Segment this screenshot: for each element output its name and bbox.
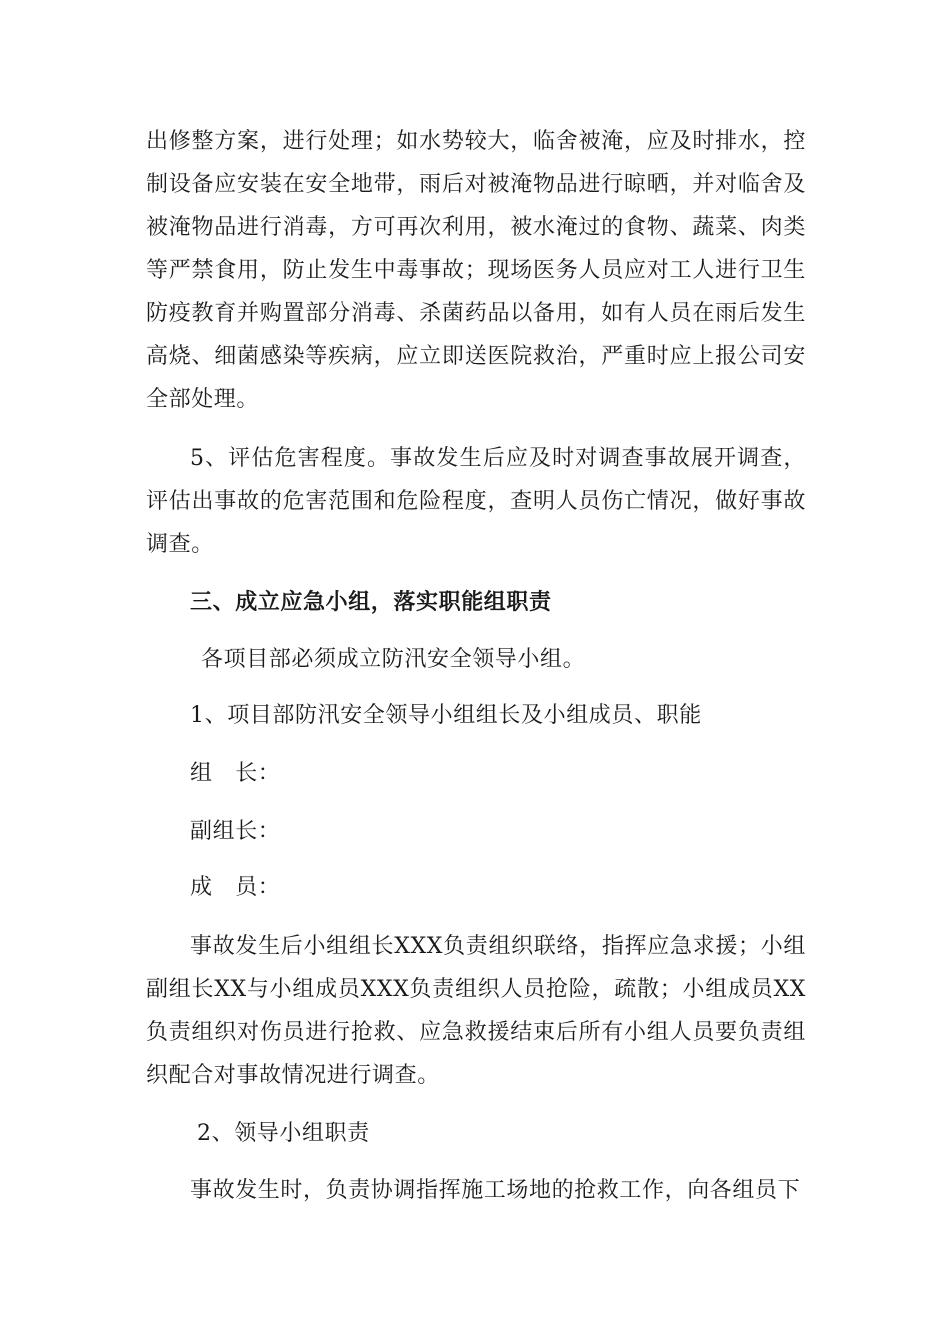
- paragraph-establish-group: 各项目部必须成立防汛安全领导小组。: [201, 647, 586, 672]
- section-heading-3: 三、成立应急小组，落实职能组职责: [190, 589, 552, 615]
- paragraph-assess-hazard: 5、评估危害程度。事故发生后应及时对调查事故展开调查，评估出事故的危害范围和危险程度，查明人员伤亡情况，做好事故调查。: [146, 446, 806, 557]
- paragraph-flood-handling: 出修整方案，进行处理；如水势较大，临舍被淹，应及时排水，控制设备应安装在安全地带，雨后对被淹物品进行晾晒，并对临舍及被淹物品进行消毒，方可再次利用，被水淹过的食物、蔬菜、肉类等严禁食用，防止发生中毒事故；现场医务人员应对工人进行卫生防疫教育并购置部分消毒、杀菌药品以备用，如有人员在雨后发生高烧、细菌感染等疾病，应立即送医院救治，严重时应上报公司安全部处理。: [146, 129, 806, 412]
- paragraph-duties-assignment: 事故发生后小组组长XXX负责组织联络，指挥应急求援；小组副组长XX与小组成员XXX负责组织人员抢险，疏散；小组成员XX负责组织对伤员进行抢救、应急救援结束后所有小组人员要负责组织配合对事故情况进行调查。: [146, 934, 806, 1088]
- vice-leader-label: 副组长：: [190, 819, 281, 844]
- item-1-group-members: 1、项目部防汛安全领导小组组长及小组成员、职能: [190, 703, 702, 728]
- members-label: 成 员：: [190, 875, 281, 900]
- paragraph-coordination: 事故发生时，负责协调指挥施工场地的抢救工作，向各组员下: [190, 1178, 801, 1203]
- leader-label: 组 长：: [190, 761, 281, 786]
- item-2-group-duties: 2、领导小组职责: [197, 1121, 370, 1146]
